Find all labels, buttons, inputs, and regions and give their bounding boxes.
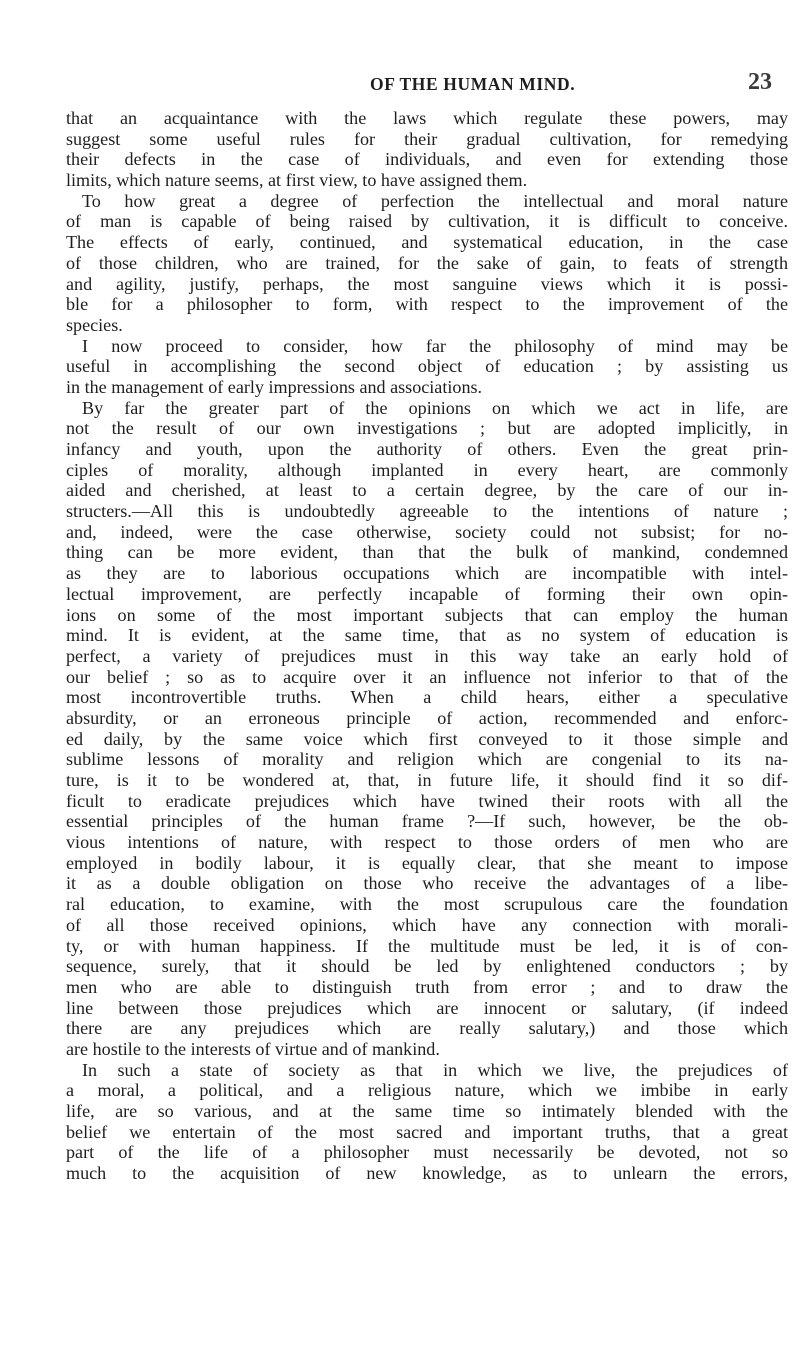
- text-line: sublime lessons of morality and religion which are congenial to its na-: [66, 749, 788, 770]
- text-line: are hostile to the interests of virtue and of mankind.: [66, 1038, 440, 1059]
- text-line: I now proceed to consider, how far the philosophy of mind may be: [82, 335, 788, 356]
- text-line: ficult to eradicate prejudices which have twined their roots with all the: [66, 790, 788, 811]
- text-line: that an acquaintance with the laws which regulate these powers, may: [66, 108, 788, 128]
- text-line: essential principles of the human frame ?—If such, however, be the ob-: [66, 811, 788, 832]
- text-line: ions on some of the most important subjects that can employ the human: [66, 604, 788, 625]
- text-line: their defects in the case of individuals, and even for extending those: [66, 149, 788, 170]
- text-line: limits, which nature seems, at first view, to have assigned them.: [66, 170, 528, 191]
- text-line: lectual improvement, are perfectly incapable of forming their own opin-: [66, 583, 788, 604]
- page-number: 23: [748, 69, 772, 95]
- text-line: thing can be more evident, than that the bulk of mankind, condemned: [66, 542, 788, 563]
- text-line: employed in bodily labour, it is equally clear, that she meant to impose: [66, 852, 788, 873]
- text-line: much to the acquisition of new knowledge, as to unlearn the errors,: [66, 1163, 788, 1184]
- text-line: vious intentions of nature, with respect to those orders of men who are: [66, 832, 788, 853]
- text-line: as they are to laborious occupations which are incompatible with intel-: [66, 563, 788, 584]
- text-line: ral education, to examine, with the most scrupulous care the foundation: [66, 894, 788, 915]
- text-line: structers.—All this is undoubtedly agreeable to the intentions of nature ;: [66, 501, 788, 522]
- text-line: line between those prejudices which are innocent or salutary, (if indeed: [66, 997, 788, 1018]
- running-title: OF THE HUMAN MIND.: [370, 74, 576, 94]
- text-line: men who are able to distinguish truth from error ; and to draw the: [66, 976, 788, 997]
- text-line: in the management of early impressions and associations.: [66, 376, 483, 397]
- running-head: [0, 69, 800, 98]
- text-line: suggest some useful rules for their gradual cultivation, for remedying: [66, 128, 788, 149]
- text-line: ble for a philosopher to form, with respect to the improvement of the: [66, 294, 788, 315]
- text-line: ed daily, by the same voice which first conveyed to it those simple and: [66, 728, 788, 749]
- text-line: and agility, justify, perhaps, the most sanguine views which it is possi-: [66, 273, 788, 294]
- text-line: ciples of morality, although implanted in every heart, are commonly: [66, 459, 788, 480]
- text-line: of all those received opinions, which have any connection with morali-: [66, 914, 788, 935]
- text-line: there are any prejudices which are really salutary,) and those which: [66, 1018, 788, 1039]
- text-line: and, indeed, were the case otherwise, society could not subsist; for no-: [66, 521, 788, 542]
- text-line: mind. It is evident, at the same time, that as no system of education is: [66, 625, 788, 646]
- body-text: [66, 108, 788, 1184]
- text-line: ture, is it to be wondered at, that, in future life, it should find it so dif-: [66, 770, 788, 790]
- text-line: infancy and youth, upon the authority of others. Even the great prin-: [66, 439, 788, 459]
- text-line: belief we entertain of the most sacred and important truths, that a great: [66, 1121, 788, 1142]
- text-line: species.: [66, 314, 123, 335]
- text-line: The effects of early, continued, and systematical education, in the case: [66, 232, 788, 253]
- text-line: our belief ; so as to acquire over it an influence not inferior to that of the: [66, 666, 788, 687]
- text-line: In such a state of society as that in which we live, the prejudices of: [82, 1059, 788, 1080]
- text-line: it as a double obligation on those who receive the advantages of a libe-: [66, 873, 788, 894]
- text-line: perfect, a variety of prejudices must in this way take an early hold of: [66, 645, 788, 666]
- text-line: sequence, surely, that it should be led by enlightened conductors ; by: [66, 956, 788, 977]
- text-line: of man is capable of being raised by cultivation, it is difficult to conceive.: [66, 211, 788, 232]
- text-line: To how great a degree of perfection the intellectual and moral nature: [82, 190, 788, 211]
- text-line: life, are so various, and at the same time so intimately blended with the: [66, 1101, 788, 1121]
- text-line: part of the life of a philosopher must necessarily be devoted, not so: [66, 1142, 788, 1163]
- text-line: a moral, a political, and a religious nature, which we imbibe in early: [66, 1080, 788, 1101]
- text-line: most incontrovertible truths. When a child hears, either a speculative: [66, 687, 788, 708]
- text-line: ty, or with human happiness. If the multitude must be led, it is of con-: [66, 935, 788, 956]
- text-line: aided and cherished, at least to a certain degree, by the care of our in-: [66, 480, 788, 501]
- text-line: absurdity, or an erroneous principle of action, recommended and enforc-: [66, 707, 788, 728]
- text-line: By far the greater part of the opinions on which we act in life, are: [82, 397, 788, 418]
- text-line: useful in accomplishing the second object of education ; by assisting us: [66, 356, 788, 377]
- text-line: not the result of our own investigations ; but are adopted implicitly, in: [66, 418, 788, 439]
- text-line: of those children, who are trained, for the sake of gain, to feats of strength: [66, 252, 788, 273]
